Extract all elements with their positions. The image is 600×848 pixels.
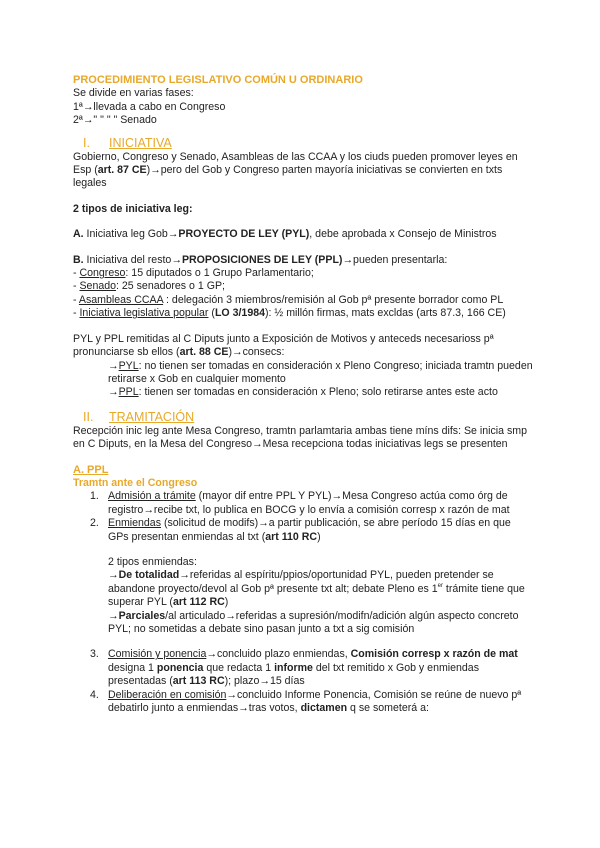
- paragraph-remision: PYL y PPL remitidas al C Diputs junto a Exposición de Motivos y anteceds necesarioss pª pronunciarse sb ellos (art. 88 CE)→consecs:: [73, 332, 494, 359]
- step-admision: 1. Admisión a trámite (mayor dif entre PPL Y PYL)→Mesa Congreso actúa como órg de registro→recibe txt, lo publica en BOCG y lo envía a comisión corresp x razón de mat: [90, 490, 510, 516]
- subheading-tramtn-congreso: Tramtn ante el Congreso: [73, 476, 198, 489]
- list-item: - Senado: 25 senadores o 1 GP;: [73, 280, 225, 293]
- enmiendas-parciales: →Parciales/al articulado→referidas a supresión/modifn/adición algún aspecto concreto PYL; no sometidas a debate sino pasan junto a txt a sig comisión: [108, 609, 519, 635]
- section-label: INICIATIVA: [109, 135, 172, 150]
- section-label: TRAMITACIÓN: [109, 409, 195, 424]
- list-item: - Asambleas CCAA : delegación 3 miembros/remisión al Gob pª presente borrador como PL: [73, 293, 504, 306]
- document-page: [73, 74, 533, 715]
- tipos-heading: 2 tipos de iniciativa leg:: [73, 202, 193, 215]
- list-item: - Iniciativa legislativa popular (LO 3/1984): ½ millón firmas, mats excldas (arts 87.3, 166 CE): [73, 307, 506, 320]
- paragraph-iniciativa: Gobierno, Congreso y Senado, Asambleas de las CCAA y los ciuds pueden promover leyes en Esp (art. 87 CE)→pero del Gob y Congreso parten mayoría iniciativas se convierten en txts legales: [73, 150, 518, 190]
- tipo-a-line: A. Iniciativa leg Gob→PROYECTO DE LEY (PYL), debe aprobada x Consejo de Ministros: [73, 228, 497, 241]
- step-deliberacion: 4. Deliberación en comisión→concluido Informe Ponencia, Comisión se reúne de nuevo pª debatirlo junto a enmiendas→tras votos, dictamen q se someterá a:: [90, 688, 522, 715]
- list-item: - Congreso: 15 diputados o 1 Grupo Parlamentario;: [73, 267, 314, 280]
- intro-line-3: 2ª→" " " " Senado: [73, 114, 157, 127]
- section-number: II.: [83, 409, 94, 424]
- enmiendas-tipos: 2 tipos enmiendas:: [108, 555, 197, 568]
- enmiendas-totalidad: →De totalidad→referidas al espíritu/ppios/oportunidad PYL, pueden pretender se abandone proyecto/devol al Gob pª presente txt alt; debate Pleno es 1er trámite tiene que superar PYL (art 112 RC): [108, 569, 525, 609]
- step-enmiendas: 2. Enmiendas (solicitud de modifs)→a partir publicación, se abre período 15 días en que GPs presentan enmiendas al txt (art 110 RC): [90, 517, 511, 543]
- intro-line-2: 1ª→llevada a cabo en Congreso: [73, 100, 226, 113]
- section-heading-iniciativa: [83, 136, 533, 151]
- subheading-ppl: A. PPL: [73, 463, 109, 476]
- tipo-b-line: B. Iniciativa del resto→PROPOSICIONES DE LEY (PPL)→pueden presentarla:: [73, 253, 448, 266]
- intro-line-1: Se divide en varias fases:: [73, 87, 194, 100]
- paragraph-tramitacion: Recepción inic leg ante Mesa Congreso, tramtn parlamtaria ambas tiene míns difs: Se inicia smp en C Diputs, en la Mesa del Congreso→Mesa recepciona todas iniciativas legs se presenten: [73, 424, 527, 451]
- consec-ppl: →PPL: tienen ser tomadas en consideración x Pleno; solo retirarse antes este acto: [108, 386, 498, 399]
- section-number: I.: [83, 135, 90, 150]
- section-heading-tramitacion: [83, 410, 533, 425]
- step-comision-ponencia: 3. Comisión y ponencia→concluido plazo enmiendas, Comisión corresp x razón de mat designa 1 ponencia que redacta 1 informe del txt remitido x Gob y enmiendas presentadas (art 113 RC); plazo→15 días: [90, 648, 518, 688]
- document-title: PROCEDIMIENTO LEGISLATIVO COMÚN U ORDINARIO: [73, 74, 363, 86]
- consec-pyl: →PYL: no tienen ser tomadas en consideración x Pleno Congreso; iniciada tramtn pueden retirarse x Gob en cualquier momento: [108, 359, 533, 385]
